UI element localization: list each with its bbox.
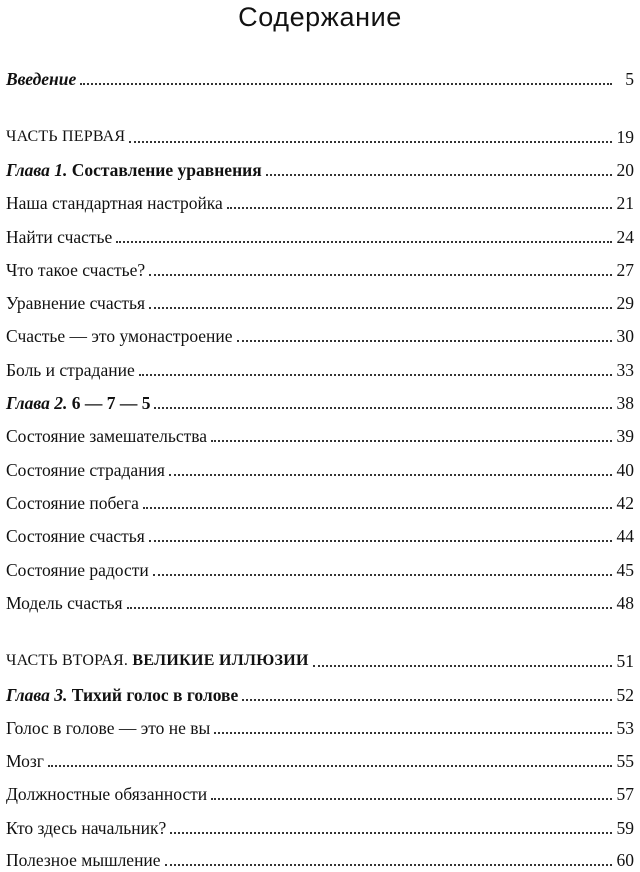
toc-entry[interactable] — [6, 715, 634, 739]
page-number: 40 — [616, 460, 634, 480]
toc-entry-label: Найти счастье — [6, 227, 113, 247]
toc-entry-label — [6, 392, 150, 414]
toc-entry[interactable] — [6, 847, 634, 871]
toc-entry[interactable] — [6, 390, 634, 414]
page-number: 44 — [616, 526, 634, 546]
page-number: 55 — [616, 751, 634, 771]
page-number: 53 — [616, 718, 634, 738]
dot-leader — [211, 440, 612, 442]
toc-entry[interactable] — [6, 648, 634, 672]
dot-leader — [211, 798, 612, 800]
page-number: 59 — [616, 818, 634, 838]
toc-entry-label: Состояние страдания — [6, 460, 165, 480]
toc-entry[interactable] — [6, 748, 634, 772]
page-number: 21 — [616, 193, 634, 213]
part-title: ЧАСТЬ ПЕРВАЯ — [6, 128, 126, 145]
page-number: 5 — [625, 69, 634, 89]
page-number: 24 — [616, 227, 634, 247]
page-number: 20 — [616, 160, 634, 180]
dot-leader — [149, 307, 612, 309]
toc-entry-label — [6, 68, 76, 90]
dot-leader — [143, 507, 612, 509]
dot-leader — [48, 765, 612, 767]
dot-leader — [80, 83, 612, 85]
dot-leader — [214, 732, 612, 734]
toc-entry-label: Полезное мышление — [6, 850, 161, 870]
dot-leader — [139, 374, 612, 376]
toc-entry-label: Боль и страдание — [6, 360, 135, 380]
page-number: 42 — [616, 493, 634, 513]
toc-entry-label — [6, 159, 262, 181]
toc-entry-label: Мозг — [6, 751, 44, 771]
page-number: 38 — [616, 393, 634, 413]
toc-entry-label: Модель счастья — [6, 593, 123, 613]
dot-leader — [149, 540, 612, 542]
dot-leader — [149, 274, 612, 276]
toc-entry[interactable] — [6, 815, 634, 839]
part-title: ЧАСТЬ ВТОРАЯ. — [6, 652, 129, 669]
dot-leader — [165, 864, 612, 866]
page-number: 48 — [616, 593, 634, 613]
toc-entry-label: Состояние замешательства — [6, 426, 208, 446]
dot-leader — [313, 665, 612, 667]
page-number: 19 — [616, 127, 634, 147]
page-number: 27 — [616, 260, 634, 280]
dot-leader — [169, 474, 612, 476]
toc-entry-label: Состояние радости — [6, 560, 149, 580]
toc-entry-label: Состояние побега — [6, 493, 139, 513]
chapter-number: Глава 1. — [6, 160, 68, 180]
dot-leader — [227, 207, 612, 209]
toc-entry-label: Состояние счастья — [6, 526, 145, 546]
chapter-number: Глава 3. — [6, 685, 68, 705]
toc-entry[interactable] — [6, 490, 634, 514]
toc-entry[interactable] — [6, 66, 634, 90]
toc-entry-label: Счастье — это умонастроение — [6, 326, 233, 346]
toc-entry[interactable] — [6, 257, 634, 281]
toc-entry[interactable] — [6, 323, 634, 347]
dot-leader — [154, 407, 612, 409]
page-number: 45 — [616, 560, 634, 580]
dot-leader — [242, 699, 612, 701]
page-number: 52 — [616, 685, 634, 705]
toc-entry-label: Кто здесь начальник? — [6, 818, 167, 838]
dot-leader — [266, 174, 612, 176]
page-number: 33 — [616, 360, 634, 380]
toc-entry[interactable] — [6, 124, 634, 148]
toc-entry-label: Что такое счастье? — [6, 260, 146, 280]
chapter-title: Тихий голос в голове — [71, 685, 239, 705]
chapter-title: 6 — 7 — 5 — [71, 393, 151, 413]
page-number: 60 — [616, 850, 634, 870]
toc-entry-label — [6, 684, 238, 706]
dot-leader — [153, 574, 612, 576]
page-title: Содержание — [238, 2, 402, 32]
dot-leader — [127, 607, 612, 609]
toc-entry[interactable] — [6, 457, 634, 481]
page-number: 57 — [616, 784, 634, 804]
toc-entry[interactable] — [6, 290, 634, 314]
toc-entry[interactable] — [6, 682, 634, 706]
toc-entry[interactable] — [6, 781, 634, 805]
toc-entry[interactable] — [6, 224, 634, 248]
toc-entry-label: Должностные обязанности — [6, 784, 208, 804]
page-number: 39 — [616, 426, 634, 446]
toc-entry[interactable] — [6, 523, 634, 547]
page-number: 51 — [616, 651, 634, 671]
page-number: 29 — [616, 293, 634, 313]
dot-leader — [129, 141, 612, 143]
toc-entry-label — [6, 124, 125, 148]
toc-entry-label: Голос в голове — это не вы — [6, 718, 211, 738]
toc-entry[interactable] — [6, 190, 634, 214]
chapter-title: Составление уравнения — [71, 160, 262, 180]
page-number: 30 — [616, 326, 634, 346]
toc-entry-label: Наша стандартная настройка — [6, 193, 223, 213]
toc-entry[interactable] — [6, 590, 634, 614]
toc-entry[interactable] — [6, 423, 634, 447]
dot-leader — [116, 241, 612, 243]
dot-leader — [170, 832, 612, 834]
toc-entry[interactable] — [6, 557, 634, 581]
chapter-number: Глава 2. — [6, 393, 68, 413]
toc-entry-label: Уравнение счастья — [6, 293, 146, 313]
toc-entry-label — [6, 648, 309, 672]
toc-entry[interactable] — [6, 357, 634, 381]
dot-leader — [237, 340, 612, 342]
toc-entry[interactable] — [6, 157, 634, 181]
part-subtitle: ВЕЛИКИЕ ИЛЛЮЗИИ — [132, 652, 309, 669]
chapter-number: Введение — [6, 69, 77, 89]
